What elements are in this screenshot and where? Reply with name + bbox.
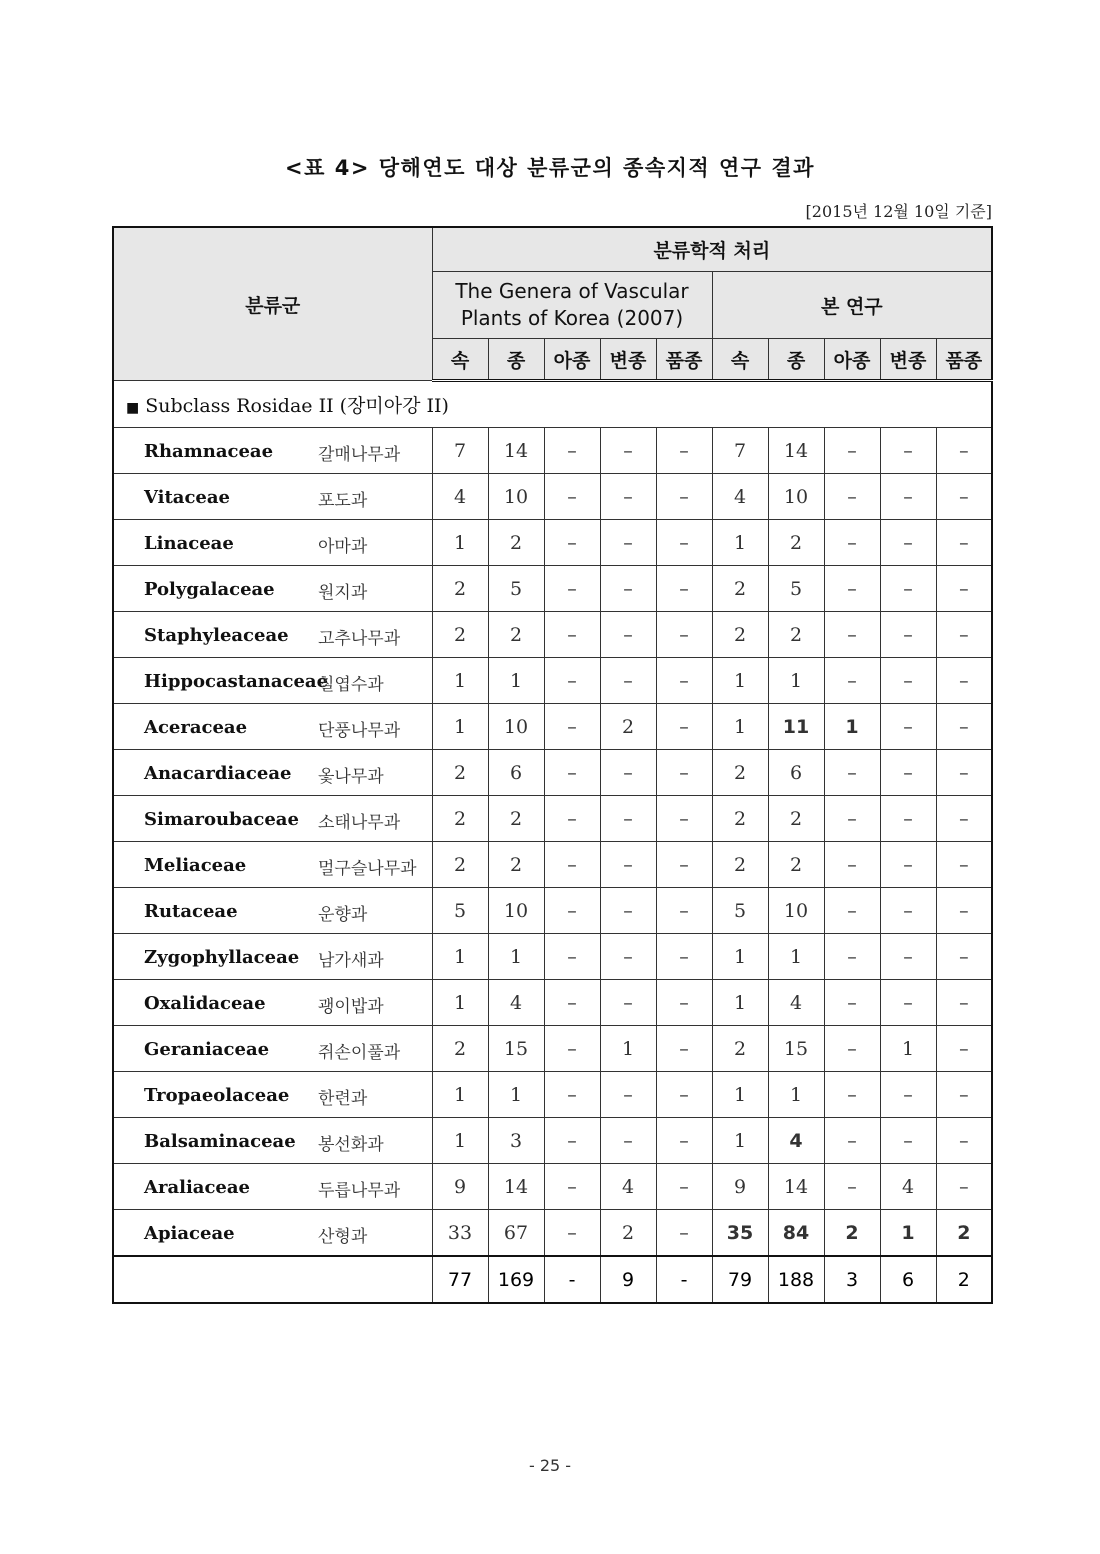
table-row — [113, 750, 992, 796]
genera-book-header: The Genera of Vascular Plants of Korea (2007) — [432, 272, 712, 339]
family-cell — [113, 704, 432, 750]
value-cell: 1 — [432, 520, 488, 566]
value-cell: – — [600, 520, 656, 566]
value-cell: 2 — [600, 704, 656, 750]
value-cell: 1 — [712, 934, 768, 980]
family-name: Rutaceae — [144, 900, 238, 922]
value-cell: – — [544, 842, 600, 888]
value-cell: – — [936, 750, 992, 796]
table-row — [113, 980, 992, 1026]
family-korean-name: 한련과 — [318, 1089, 368, 1109]
total-value-cell: 2 — [936, 1256, 992, 1303]
value-cell: 2 — [712, 566, 768, 612]
value-cell: 1 — [880, 1026, 936, 1072]
value-cell: – — [544, 704, 600, 750]
value-cell: 4 — [768, 980, 824, 1026]
value-cell: – — [544, 612, 600, 658]
value-cell: 2 — [488, 520, 544, 566]
column-header: 속 — [432, 339, 488, 381]
value-cell: 11 — [768, 704, 824, 750]
value-cell: 6 — [488, 750, 544, 796]
value-cell: 2 — [768, 796, 824, 842]
table-row — [113, 1164, 992, 1210]
family-cell — [113, 474, 432, 520]
value-cell: 10 — [488, 888, 544, 934]
value-cell: – — [936, 1164, 992, 1210]
value-cell: 1 — [432, 658, 488, 704]
value-cell: 2 — [488, 796, 544, 842]
table-row — [113, 842, 992, 888]
value-cell: – — [600, 612, 656, 658]
table-title: <표 4> 당해연도 대상 분류군의 종속지적 연구 결과 — [285, 156, 815, 180]
column-header: 아종 — [824, 339, 880, 381]
value-cell: 7 — [712, 428, 768, 474]
value-cell: 1 — [432, 934, 488, 980]
value-cell: – — [824, 980, 880, 1026]
family-cell — [113, 566, 432, 612]
table-row — [113, 704, 992, 750]
value-cell: 9 — [712, 1164, 768, 1210]
value-cell: – — [936, 428, 992, 474]
family-cell — [113, 796, 432, 842]
value-cell: 1 — [712, 658, 768, 704]
value-cell: 2 — [712, 796, 768, 842]
value-cell: 1 — [768, 934, 824, 980]
value-cell: – — [824, 796, 880, 842]
value-cell: – — [936, 1072, 992, 1118]
value-cell: – — [656, 796, 712, 842]
value-cell: 2 — [712, 750, 768, 796]
value-cell: – — [824, 566, 880, 612]
section-title: Subclass Rosidae II (장미아강 II) — [145, 395, 449, 417]
value-cell: – — [656, 566, 712, 612]
total-value-cell: - — [656, 1256, 712, 1303]
value-cell: 15 — [488, 1026, 544, 1072]
value-cell: 5 — [432, 888, 488, 934]
value-cell: – — [544, 980, 600, 1026]
value-cell: – — [600, 474, 656, 520]
value-cell: 4 — [600, 1164, 656, 1210]
table-row — [113, 474, 992, 520]
value-cell: 84 — [768, 1210, 824, 1257]
family-korean-name: 봉선화과 — [318, 1135, 384, 1155]
value-cell: – — [880, 888, 936, 934]
family-name: Linaceae — [144, 532, 234, 554]
value-cell: 1 — [824, 704, 880, 750]
total-value-cell: 3 — [824, 1256, 880, 1303]
value-cell: 1 — [488, 658, 544, 704]
family-name: Hippocastanaceae — [144, 670, 329, 692]
family-cell — [113, 980, 432, 1026]
total-value-cell: 79 — [712, 1256, 768, 1303]
value-cell: – — [656, 612, 712, 658]
this-study-header: 본 연구 — [712, 272, 992, 339]
family-name: Tropaeolaceae — [144, 1084, 290, 1106]
value-cell: 2 — [768, 520, 824, 566]
value-cell: 14 — [488, 428, 544, 474]
value-cell: – — [880, 1072, 936, 1118]
value-cell: – — [936, 888, 992, 934]
value-cell: – — [880, 934, 936, 980]
value-cell: 7 — [432, 428, 488, 474]
value-cell: – — [656, 1164, 712, 1210]
value-cell: 10 — [768, 474, 824, 520]
table-row — [113, 888, 992, 934]
value-cell: 1 — [600, 1026, 656, 1072]
value-cell: 1 — [768, 658, 824, 704]
value-cell: – — [600, 750, 656, 796]
family-korean-name: 단풍나무과 — [318, 721, 401, 741]
total-label — [113, 1256, 432, 1303]
value-cell: 1 — [488, 934, 544, 980]
value-cell: – — [600, 428, 656, 474]
value-cell: 2 — [432, 842, 488, 888]
value-cell: 1 — [432, 704, 488, 750]
value-cell: – — [600, 658, 656, 704]
value-cell: – — [600, 796, 656, 842]
value-cell: – — [936, 612, 992, 658]
table-header — [113, 227, 992, 381]
results-table — [112, 226, 993, 1304]
family-name: Oxalidaceae — [144, 992, 266, 1014]
value-cell: – — [824, 1072, 880, 1118]
family-name: Geraniaceae — [144, 1038, 270, 1060]
value-cell: – — [880, 612, 936, 658]
value-cell: 4 — [712, 474, 768, 520]
table-row — [113, 796, 992, 842]
value-cell: 1 — [712, 520, 768, 566]
value-cell: – — [544, 934, 600, 980]
value-cell: – — [544, 1118, 600, 1164]
family-name: Aceraceae — [144, 716, 248, 738]
table-body — [113, 381, 992, 1304]
value-cell: – — [880, 842, 936, 888]
value-cell: 10 — [488, 704, 544, 750]
total-value-cell: 169 — [488, 1256, 544, 1303]
value-cell: – — [936, 980, 992, 1026]
value-cell: – — [880, 1118, 936, 1164]
value-cell: – — [880, 474, 936, 520]
family-cell — [113, 428, 432, 474]
value-cell: 67 — [488, 1210, 544, 1257]
family-name: Polygalaceae — [144, 578, 275, 600]
value-cell: – — [544, 888, 600, 934]
family-korean-name: 남가새과 — [318, 951, 384, 971]
value-cell: – — [880, 750, 936, 796]
value-cell: – — [880, 980, 936, 1026]
value-cell: – — [600, 934, 656, 980]
value-cell: – — [880, 520, 936, 566]
value-cell: – — [824, 888, 880, 934]
value-cell: – — [824, 520, 880, 566]
family-korean-name: 옻나무과 — [318, 767, 384, 787]
value-cell: 4 — [880, 1164, 936, 1210]
value-cell: 5 — [488, 566, 544, 612]
value-cell: 2 — [712, 1026, 768, 1072]
family-name: Balsaminaceae — [144, 1130, 296, 1152]
value-cell: – — [544, 1210, 600, 1257]
value-cell: – — [656, 474, 712, 520]
family-name: Simaroubaceae — [144, 808, 299, 830]
table-row — [113, 612, 992, 658]
value-cell: – — [544, 1026, 600, 1072]
family-korean-name: 칠엽수과 — [318, 675, 384, 695]
column-header: 변종 — [880, 339, 936, 381]
family-cell — [113, 842, 432, 888]
value-cell: – — [600, 566, 656, 612]
page-number: - 25 - — [528, 1456, 572, 1475]
total-row — [113, 1256, 992, 1303]
column-header: 종 — [488, 339, 544, 381]
column-header: 변종 — [600, 339, 656, 381]
value-cell: 2 — [712, 612, 768, 658]
family-cell — [113, 1164, 432, 1210]
value-cell: 1 — [432, 1118, 488, 1164]
column-header: 품종 — [656, 339, 712, 381]
taxon-group-header: 분류군 — [113, 227, 432, 381]
family-cell — [113, 1072, 432, 1118]
family-korean-name: 갈매나무과 — [318, 445, 401, 465]
value-cell: – — [936, 796, 992, 842]
family-korean-name: 두릅나무과 — [318, 1181, 401, 1201]
family-korean-name: 쥐손이풀과 — [318, 1043, 401, 1063]
family-korean-name: 멀구슬나무과 — [318, 859, 417, 879]
value-cell: 6 — [768, 750, 824, 796]
value-cell: – — [600, 842, 656, 888]
value-cell: – — [600, 1072, 656, 1118]
value-cell: 10 — [768, 888, 824, 934]
table-row — [113, 566, 992, 612]
value-cell: – — [936, 842, 992, 888]
value-cell: – — [544, 520, 600, 566]
value-cell: 5 — [768, 566, 824, 612]
family-cell — [113, 658, 432, 704]
family-cell — [113, 1026, 432, 1072]
family-korean-name: 산형과 — [318, 1227, 368, 1247]
value-cell: 2 — [488, 842, 544, 888]
value-cell: – — [880, 658, 936, 704]
value-cell: – — [656, 1118, 712, 1164]
value-cell: 2 — [432, 1026, 488, 1072]
value-cell: – — [880, 428, 936, 474]
value-cell: – — [544, 796, 600, 842]
value-cell: 14 — [768, 1164, 824, 1210]
value-cell: – — [544, 474, 600, 520]
value-cell: 2 — [432, 796, 488, 842]
table-row — [113, 1072, 992, 1118]
value-cell: 2 — [768, 842, 824, 888]
section-row — [113, 381, 992, 428]
value-cell: – — [544, 566, 600, 612]
value-cell: 1 — [768, 1072, 824, 1118]
value-cell: 33 — [432, 1210, 488, 1257]
column-header: 종 — [768, 339, 824, 381]
value-cell: – — [544, 658, 600, 704]
value-cell: – — [544, 428, 600, 474]
total-value-cell: 77 — [432, 1256, 488, 1303]
family-name: Apiaceae — [144, 1222, 235, 1244]
value-cell: – — [600, 888, 656, 934]
value-cell: – — [656, 842, 712, 888]
value-cell: 1 — [432, 1072, 488, 1118]
value-cell: – — [936, 658, 992, 704]
table-row — [113, 1118, 992, 1164]
table-row — [113, 520, 992, 566]
table-row — [113, 1210, 992, 1257]
value-cell: – — [880, 566, 936, 612]
family-korean-name: 원지과 — [318, 583, 368, 603]
value-cell: – — [544, 750, 600, 796]
value-cell: – — [656, 1210, 712, 1257]
value-cell: – — [824, 474, 880, 520]
family-korean-name: 포도과 — [318, 491, 368, 511]
value-cell: – — [936, 520, 992, 566]
family-korean-name: 고추나무과 — [318, 629, 401, 649]
family-name: Araliaceae — [144, 1176, 250, 1198]
section-label — [113, 381, 992, 428]
total-value-cell: - — [544, 1256, 600, 1303]
value-cell: – — [824, 1164, 880, 1210]
family-korean-name: 소태나무과 — [318, 813, 401, 833]
total-value-cell: 6 — [880, 1256, 936, 1303]
value-cell: 2 — [488, 612, 544, 658]
value-cell: – — [936, 1026, 992, 1072]
value-cell: – — [656, 428, 712, 474]
family-name: Staphyleaceae — [144, 624, 289, 646]
value-cell: – — [880, 796, 936, 842]
value-cell: 14 — [768, 428, 824, 474]
family-name: Zygophyllaceae — [144, 946, 300, 968]
family-cell — [113, 1210, 432, 1257]
value-cell: 4 — [488, 980, 544, 1026]
value-cell: – — [936, 704, 992, 750]
value-cell: 10 — [488, 474, 544, 520]
value-cell: – — [824, 934, 880, 980]
value-cell: – — [936, 1118, 992, 1164]
value-cell: – — [656, 1026, 712, 1072]
value-cell: – — [656, 980, 712, 1026]
family-korean-name: 아마과 — [318, 537, 368, 557]
family-name: Meliaceae — [144, 854, 247, 876]
value-cell: 15 — [768, 1026, 824, 1072]
value-cell: – — [656, 934, 712, 980]
value-cell: 1 — [712, 980, 768, 1026]
family-name: Rhamnaceae — [144, 440, 274, 462]
family-cell — [113, 934, 432, 980]
value-cell: 3 — [488, 1118, 544, 1164]
family-cell — [113, 612, 432, 658]
value-cell: 2 — [712, 842, 768, 888]
value-cell: 9 — [432, 1164, 488, 1210]
family-korean-name: 괭이밥과 — [318, 997, 384, 1017]
value-cell: 2 — [824, 1210, 880, 1257]
value-cell: 4 — [432, 474, 488, 520]
family-name: Anacardiaceae — [144, 762, 292, 784]
table-row — [113, 428, 992, 474]
value-cell: 2 — [432, 750, 488, 796]
value-cell: – — [824, 842, 880, 888]
value-cell: – — [600, 980, 656, 1026]
value-cell: – — [656, 704, 712, 750]
value-cell: – — [656, 1072, 712, 1118]
value-cell: 2 — [600, 1210, 656, 1257]
value-cell: – — [824, 750, 880, 796]
value-cell: 1 — [712, 1072, 768, 1118]
value-cell: – — [544, 1164, 600, 1210]
value-cell: – — [936, 934, 992, 980]
value-cell: – — [936, 474, 992, 520]
value-cell: 1 — [712, 1118, 768, 1164]
value-cell: – — [824, 428, 880, 474]
value-cell: – — [656, 888, 712, 934]
family-korean-name: 운향과 — [318, 905, 368, 925]
square-bullet-icon: ■ — [126, 400, 140, 416]
value-cell: – — [824, 658, 880, 704]
value-cell: 1 — [488, 1072, 544, 1118]
value-cell: 1 — [432, 980, 488, 1026]
value-cell: 4 — [768, 1118, 824, 1164]
column-header: 아종 — [544, 339, 600, 381]
value-cell: – — [656, 658, 712, 704]
value-cell: 1 — [712, 704, 768, 750]
value-cell: 1 — [880, 1210, 936, 1257]
value-cell: – — [656, 520, 712, 566]
treatment-header: 분류학적 처리 — [432, 227, 992, 272]
value-cell: 2 — [936, 1210, 992, 1257]
date-note: [2015년 12월 10일 기준] — [805, 202, 992, 221]
value-cell: 5 — [712, 888, 768, 934]
value-cell: 2 — [432, 612, 488, 658]
table-row — [113, 658, 992, 704]
family-cell — [113, 520, 432, 566]
value-cell: 14 — [488, 1164, 544, 1210]
family-name: Vitaceae — [144, 486, 230, 508]
family-cell — [113, 750, 432, 796]
total-value-cell: 188 — [768, 1256, 824, 1303]
value-cell: 2 — [768, 612, 824, 658]
total-value-cell: 9 — [600, 1256, 656, 1303]
family-cell — [113, 1118, 432, 1164]
table-row — [113, 934, 992, 980]
value-cell: 2 — [432, 566, 488, 612]
column-header: 속 — [712, 339, 768, 381]
value-cell: – — [936, 566, 992, 612]
value-cell: – — [880, 704, 936, 750]
value-cell: – — [824, 1026, 880, 1072]
value-cell: – — [656, 750, 712, 796]
column-header: 품종 — [936, 339, 992, 381]
value-cell: – — [600, 1118, 656, 1164]
value-cell: – — [824, 612, 880, 658]
value-cell: – — [544, 1072, 600, 1118]
value-cell: – — [824, 1118, 880, 1164]
family-cell — [113, 888, 432, 934]
value-cell: 35 — [712, 1210, 768, 1257]
table-row — [113, 1026, 992, 1072]
